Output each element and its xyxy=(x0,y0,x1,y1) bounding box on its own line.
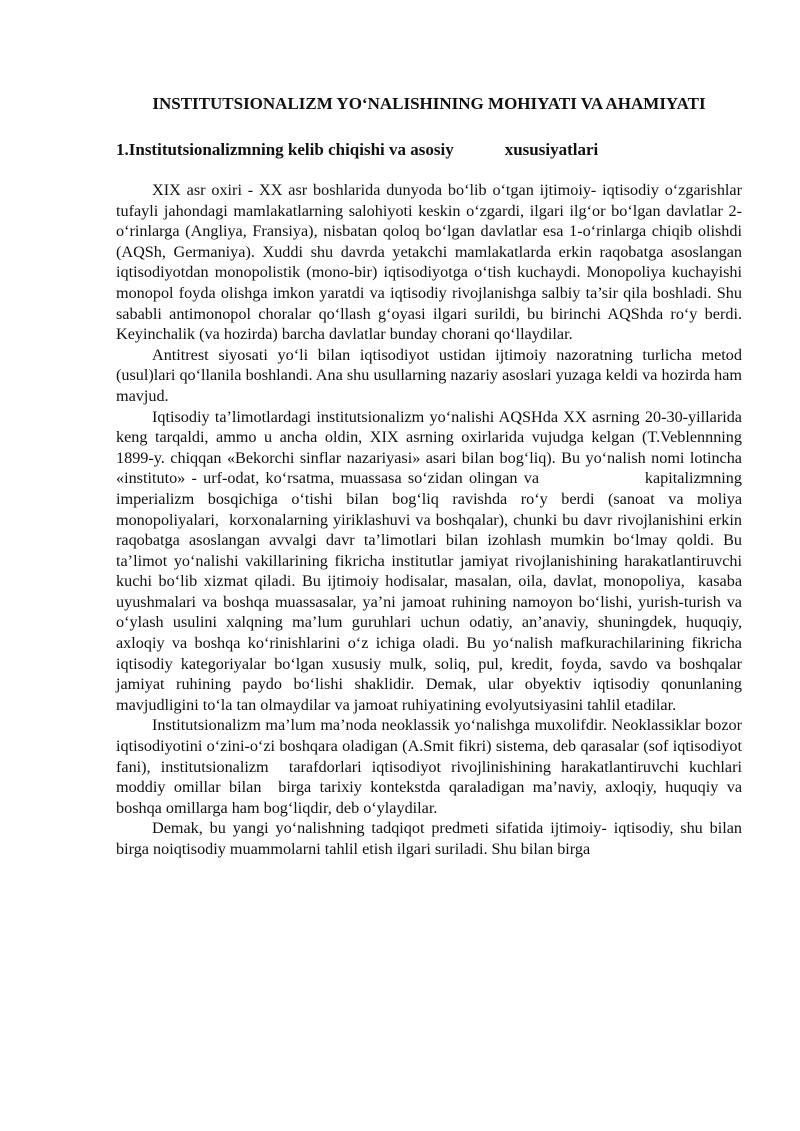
paragraph-2: Antitrest siyosati yo‘li bilan iqtisodiyot ustidan ijtimoiy nazoratning turlicha metod (usul)lari qo‘llanila boshlandi. Ana shu usullarning nazariy asoslari yuzaga keldi va hozirda ham mavjud. xyxy=(116,345,747,405)
paragraph-1: XIX asr oxiri - XX asr boshlarida dunyoda bo‘lib o‘tgan ijtimoiy- iqtisodiy o‘zgarishlar tufayli jahondagi mamlakatlarning salohiyoti keskin o‘zgardi, ilgari ilg‘or bo‘lgan davlatlar 2-o‘rinlarga (Angliya, Fransiya), nisbatan qoloq bo‘lgan davlatlar esa 1-o‘rinlarga chiqib olishdi (AQSh, Germaniya). Xuddi shu davrda yetakchi mamlakatlarda erkin raqobatga asoslangan iqtisodiyotdan monopolistik (mono-bir) iqtisodiyotga o‘tish kuchaydi. Monopoliya kuchayishi monopol foyda olishga imkon yaratdi va iqtisodiy rivojlanishga salbiy ta’sir qila boshladi. Shu sababli antimonopol choralar qo‘llash g‘oyasi ilgari surildi, bu birinchi AQShda ro‘y berdi. Keyinchalik (va hozirda) barcha davlatlar bunday chorani qo‘llaydilar. xyxy=(116,181,747,344)
paragraph-3: Iqtisodiy ta’limotlardagi institutsionalizm yo‘nalishi AQSHda XX asrning 20-30-yillarida keng tarqaldi, ammo u ancha oldin, XIX asrning oxirlarida vujudga kelgan (T.Veblennning 1899-y. chiqqan «Bekorchi sinflar nazariyasi» asari bilan bog‘liq). Bu yo‘nalish nomi lotincha «instituto» - urf-odat, ko‘rsatma, muassasa so‘zidan olingan va kapitalizmning imperializm bosqichiga o‘tishi bilan bog‘liq ravishda ro‘y berdi (sanoat va moliya monopoliyalari, korxonalarning yiriklashuvi va boshqalar), chunki bu davr rivojlanishini erkin raqobatga asoslangan avvalgi davr ta’limotlari bilan izohlash mumkin bo‘lmay qoldi. Bu ta’limot yo‘nalishi vakillarining fikricha institutlar jamiyat rivojlanishining harakatlantiruvchi kuchi bo‘lib xizmat qiladi. Bu ijtimoiy hodisalar, masalan, oila, davlat, monopoliya, kasaba uyushmalari va boshqa muassasalar, ya’ni jamoat ruhining namoyon bo‘lishi, yurish-turish va o‘ylash usulini xalqning ma’lum guruhlari uchun odatiy, an’anaviy, shuningdek, huquqiy, axloqiy va boshqa ko‘rinishlarini o‘z ichiga oladi. Bu yo‘nalish mafkurachilarining fikricha iqtisodiy kategoriyalar bo‘lgan xususiy mulk, soliq, pul, kredit, foyda, savdo va boshqalar jamiyat ruhining paydo bo‘lishi shaklidir. Demak, ular obyektiv iqtisodiy qonunlaning mavjudligini to‘la tan olmaydilar va jamoat ruhiyatining evolyutsiyasini tahlil etadilar. xyxy=(116,407,747,714)
document-page xyxy=(116,92,747,860)
document-title: INSTITUTSIONALIZM YO‘NALISHINING MOHIYATI VA AHAMIYATI xyxy=(152,94,706,113)
paragraph-4: Institutsionalizm ma’lum ma’noda neoklassik yo‘nalishga muxolifdir. Neoklassiklar bozor iqtisodiyotini o‘zini-o‘zi boshqara oladigan (A.Smit fikri) sistema, deb qarasalar (sof iqtisodiyot fani), institutsionalizm tarafdorlari iqtisodiyot rivojlinishining harakatlantiruvchi kuchlari moddiy omillar bilan birga tarixiy kontekstda qaraladigan ma’naviy, axloqiy, huquqiy va boshqa omillarga ham bog‘liqdir, deb o‘ylaydilar. xyxy=(116,716,747,817)
paragraph-5: Demak, bu yangi yo‘nalishning tadqiqot predmeti sifatida ijtimoiy- iqtisodiy, shu bilan birga noiqtisodiy muammolarni tahlil etish ilgari suriladi. Shu bilan birga xyxy=(116,819,747,858)
section-heading: 1.Institutsionalizmning kelib chiqishi va asosiy xususiyatlari xyxy=(116,140,599,159)
